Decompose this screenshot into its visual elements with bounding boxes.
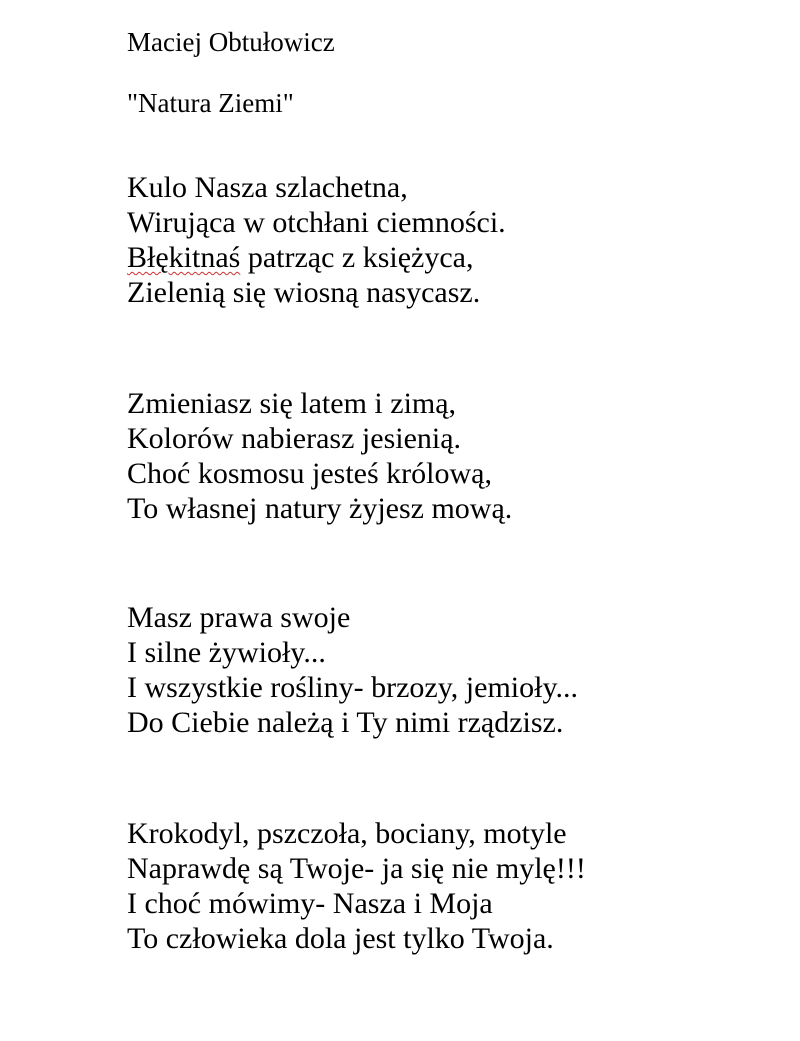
- stanza-1: [127, 170, 506, 310]
- poem-line: I wszystkie rośliny- brzozy, jemioły...: [127, 671, 579, 704]
- poem-line: Masz prawa swoje: [127, 601, 351, 634]
- poem-line: I choć mówimy- Nasza i Moja: [127, 887, 493, 920]
- poem-line: Zielenią się wiosną nasycasz.: [127, 276, 481, 309]
- poem-author: Maciej Obtułowicz: [127, 27, 335, 57]
- stanza-3: [127, 600, 578, 740]
- poem-line: Krokodyl, pszczoła, bociany, motyle: [127, 817, 567, 850]
- poem-title: "Natura Ziemi": [127, 88, 294, 118]
- poem-line: Wirująca w otchłani ciemności.: [127, 206, 506, 239]
- stanza-2: [127, 386, 512, 526]
- poem-line: Zmieniasz się latem i zimą,: [127, 387, 457, 420]
- poem-line-rest: patrząc z księżyca,: [240, 241, 474, 274]
- poem-line: Naprawdę są Twoje- ja się nie mylę!!!: [127, 852, 586, 885]
- poem-line: [127, 240, 506, 275]
- stanza-4: [127, 816, 586, 956]
- poem-line: To własnej natury żyjesz mową.: [127, 492, 513, 525]
- poem-line: Choć kosmosu jesteś królową,: [127, 457, 492, 490]
- poem-line: To człowieka dola jest tylko Twoja.: [127, 922, 554, 955]
- poem-line: Kulo Nasza szlachetna,: [127, 171, 408, 204]
- poem-line: I silne żywioły...: [127, 636, 326, 669]
- poem-line: Do Ciebie należą i Ty nimi rządzisz.: [127, 706, 564, 739]
- poem-line: Kolorów nabierasz jesienią.: [127, 422, 462, 455]
- spellcheck-flagged-word: Błękitnaś: [127, 241, 241, 274]
